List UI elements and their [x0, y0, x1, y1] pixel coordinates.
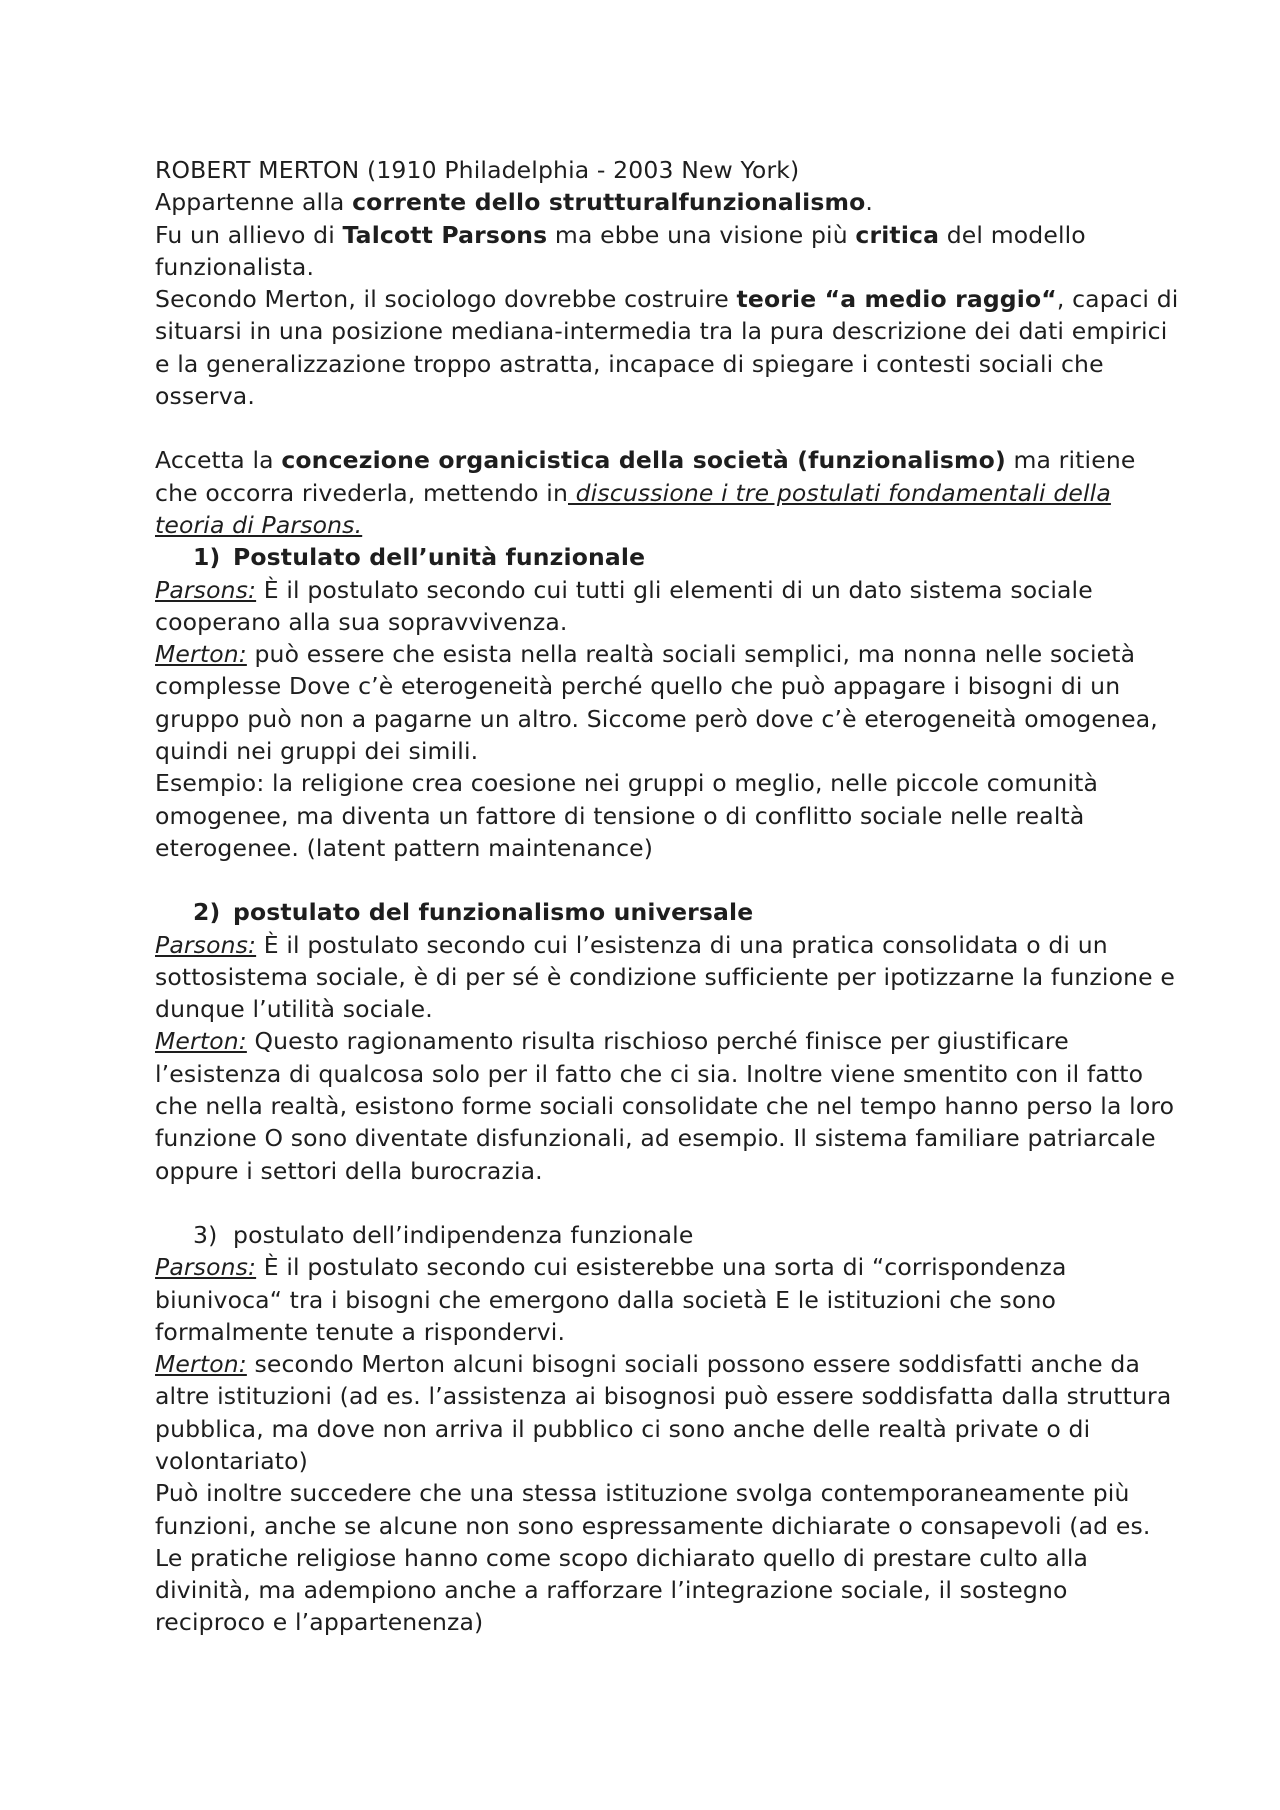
- postulate-title: Postulato dell’unità funzionale: [233, 543, 646, 572]
- postulate-title: postulato dell’indipendenza funzionale: [233, 1220, 694, 1249]
- postulate-2-parsons: [155, 929, 1180, 1026]
- text: Questo ragionamento risulta rischioso perché finisce per giustificare l’esistenza di qualcosa solo per il fatto che ci sia. Inoltre viene smentito con il fatto che nella realtà, esistono forme sociali consolidate che nel tempo hanno perso la loro funzione O sono diventate disfunzionali, ad esempio. Il sistema familiare patriarcale oppure i settori della burocrazia.: [155, 1027, 1175, 1185]
- postulate-1-merton: [155, 638, 1180, 767]
- list-number: 2): [193, 898, 221, 927]
- postulate-title: postulato del funzionalismo universale: [233, 898, 754, 927]
- merton-label: Merton:: [155, 640, 247, 669]
- bold-text: teorie “a medio raggio“: [736, 285, 1057, 314]
- merton-label: Merton:: [155, 1350, 247, 1379]
- postulate-3-extra: Può inoltre succedere che una stessa istituzione svolga contemporaneamente più funzioni, anche se alcune non sono espressamente dichiarate o consapevoli (ad es. Le pratiche religiose hanno come scopo dichiarato quello di prestare culto alla divinità, ma adempiono anche a rafforzare l’integrazione sociale, il sostegno reciproco e l’appartenenza): [155, 1479, 1151, 1637]
- intro-line-3: [155, 283, 1180, 412]
- bold-text: Talcott Parsons: [342, 220, 548, 249]
- text: secondo Merton alcuni bisogni sociali possono essere soddisfatti anche da altre istituzioni (ad es. l’assistenza ai bisognosi può essere soddisfatta dalla struttura pubblica, ma dove non arriva il pubblico ci sono anche delle realtà private o di volontariato): [155, 1350, 1172, 1475]
- postulate-3-title: [155, 1219, 1180, 1251]
- parsons-label: Parsons:: [155, 1253, 257, 1282]
- bold-text: critica: [855, 220, 940, 249]
- bold-text: corrente dello strutturalfunzionalismo: [352, 188, 866, 217]
- text: Accetta la: [155, 446, 282, 475]
- postulate-3-merton: [155, 1348, 1180, 1477]
- text: Fu un allievo di: [155, 220, 343, 249]
- text: È il postulato secondo cui tutti gli elementi di un dato sistema sociale cooperano alla sua sopravvivenza.: [155, 575, 1093, 636]
- heading-name: ROBERT MERTON: [155, 156, 360, 184]
- page-heading: [155, 154, 1180, 186]
- paragraph-2: [155, 444, 1180, 541]
- parsons-label: Parsons:: [155, 575, 257, 604]
- underlined-italic-text: discussione i tre postulati fondamentali della teoria di Parsons.: [155, 478, 1111, 539]
- intro-line-2: [155, 219, 1180, 284]
- text: .: [865, 188, 874, 217]
- heading-dates: (1910 Philadelphia - 2003 New York): [367, 156, 800, 184]
- postulate-2-merton: [155, 1025, 1180, 1186]
- list-number: 3): [193, 1220, 218, 1249]
- parsons-label: Parsons:: [155, 930, 257, 959]
- text: può essere che esista nella realtà sociali semplici, ma nonna nelle società complesse Dove c’è eterogeneità perché quello che può appagare i bisogni di un gruppo può non a pagarne un altro. Siccome però dove c’è eterogeneità omogenea, quindi nei gruppi dei simili.: [155, 640, 1158, 766]
- postulate-1-title: [155, 541, 1180, 573]
- postulate-3-parsons: [155, 1251, 1180, 1348]
- text: È il postulato secondo cui esisterebbe una sorta di “corrispondenza biunivoca“ tra i bisogni che emergono dalla società E le istituzioni che sono formalmente tenute a rispondervi.: [155, 1253, 1067, 1346]
- text: ma ebbe una visione più: [547, 220, 856, 249]
- text: ma ritiene che occorra rivederla, mettendo in: [155, 446, 1136, 507]
- text: , capaci di situarsi in una posizione mediana-intermedia tra la pura descrizione dei dati empirici e la generalizzazione troppo astratta, incapace di spiegare i contesti sociali che osserva.: [155, 285, 1179, 411]
- text: Appartenne alla: [155, 188, 353, 217]
- text: È il postulato secondo cui l’esistenza di una pratica consolidata o di un sottosistema sociale, è di per sé è condizione sufficiente per ipotizzarne la funzione e dunque l’utilità sociale.: [155, 930, 1175, 1024]
- list-number: 1): [193, 543, 221, 572]
- bold-text: concezione organicistica della società (funzionalismo): [281, 446, 1006, 475]
- text: del modello funzionalista.: [155, 220, 1086, 281]
- intro-line-1: [155, 186, 1180, 218]
- postulate-2-title: [155, 896, 1180, 928]
- postulate-1-parsons: [155, 574, 1180, 639]
- postulate-1-example: Esempio: la religione crea coesione nei gruppi o meglio, nelle piccole comunità omogenee, ma diventa un fattore di tensione o di conflitto sociale nelle realtà eterogenee. (latent pattern maintenance): [155, 769, 1099, 862]
- merton-label: Merton:: [155, 1027, 247, 1056]
- text: Secondo Merton, il sociologo dovrebbe costruire: [155, 285, 737, 314]
